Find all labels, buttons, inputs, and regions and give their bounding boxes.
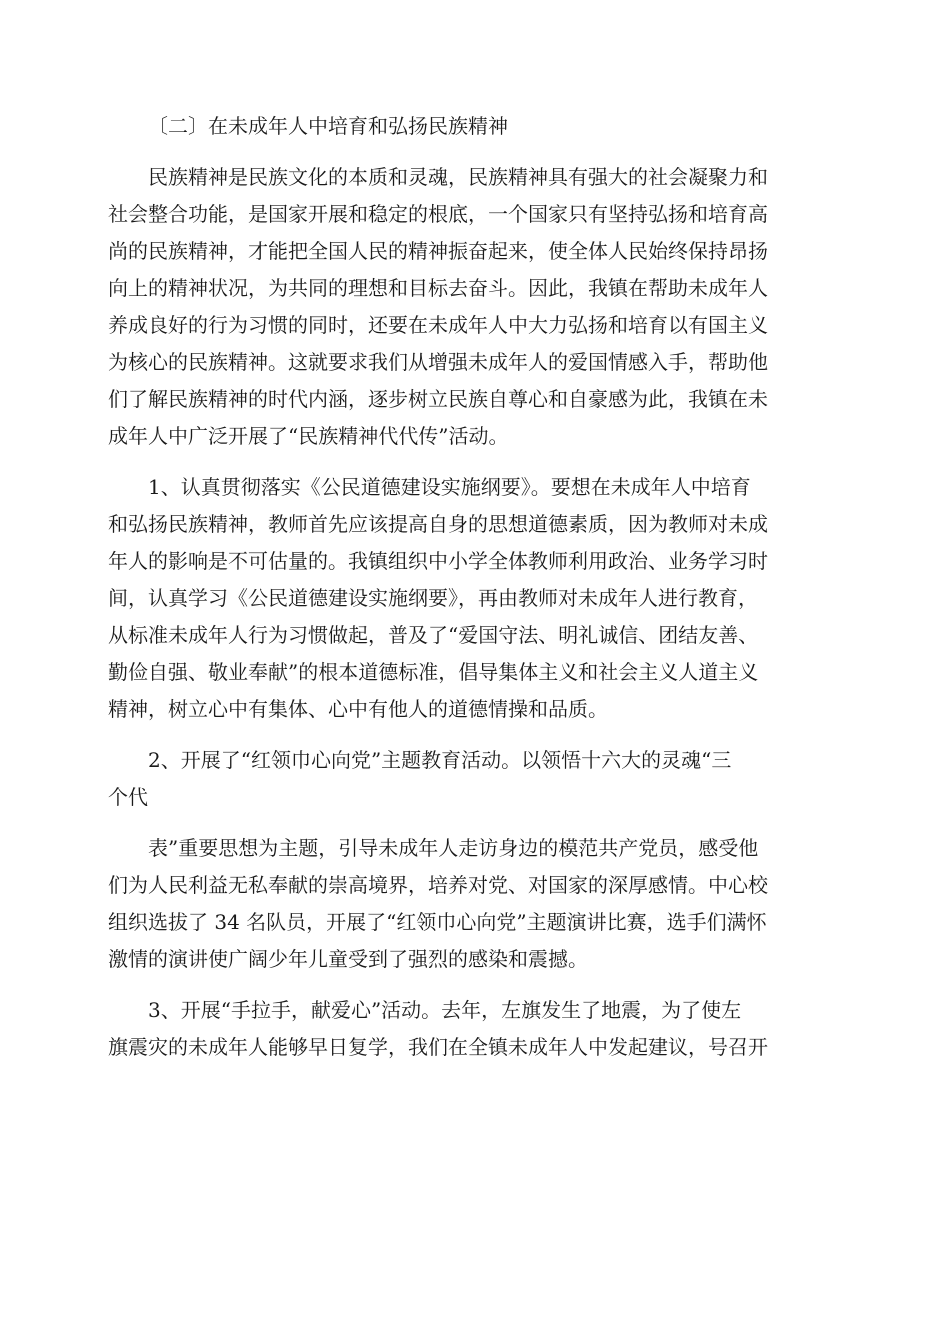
paragraph-line: 精神，树立心中有集体、心中有他人的道德情操和品质。 <box>108 697 608 721</box>
paragraph <box>108 992 848 1066</box>
paragraph-line: 们了解民族精神的时代内涵，逐步树立民族自尊心和自豪感为此，我镇在未 <box>108 387 768 411</box>
paragraph-line: 间，认真学习《公民道德建设实施纲要》，再由教师对未成年人进行教育， <box>108 586 758 610</box>
document-page <box>108 108 848 1080</box>
paragraph-line: 旗震灾的未成年人能够早日复学，我们在全镇未成年人中发起建议，号召开 <box>108 1035 768 1059</box>
paragraph-line: 和弘扬民族精神，教师首先应该提高自身的思想道德素质，因为教师对未成 <box>108 512 768 536</box>
paragraph-line: 表”重要思想为主题，引导未成年人走访身边的模范共产党员，感受他 <box>148 836 759 860</box>
paragraph-line: 1、认真贯彻落实《公民道德建设实施纲要》。要想在未成年人中培育 <box>148 475 751 499</box>
paragraph-line: 激情的演讲使广阔少年儿童受到了强烈的感染和震撼。 <box>108 947 588 971</box>
paragraph-line: 成年人中广泛开展了“民族精神代代传”活动。 <box>108 424 509 448</box>
paragraph <box>108 830 848 978</box>
paragraph-line: 个代 <box>108 785 148 809</box>
paragraph <box>108 742 848 816</box>
paragraph-line: 年人的影响是不可估量的。我镇组织中小学全体教师利用政治、业务学习时 <box>108 549 768 573</box>
paragraph-line: 从标准未成年人行为习惯做起，普及了“爱国守法、明礼诚信、团结友善、 <box>108 623 759 647</box>
section-heading: 〔二〕在未成年人中培育和弘扬民族精神 <box>148 114 508 138</box>
paragraph-line: 尚的民族精神，才能把全国人民的精神振奋起来，使全体人民始终保持昂扬 <box>108 239 768 263</box>
paragraph-line: 3、开展“手拉手，献爱心”活动。去年，左旗发生了地震，为了使左 <box>148 998 742 1022</box>
paragraph-line: 社会整合功能，是国家开展和稳定的根底，一个国家只有坚持弘扬和培育高 <box>108 202 768 226</box>
paragraph-line: 向上的精神状况，为共同的理想和目标去奋斗。因此，我镇在帮助未成年人 <box>108 276 768 300</box>
paragraph-line: 组织选拔了 34 名队员，开展了“红领巾心向党”主题演讲比赛，选手们满怀 <box>108 910 767 934</box>
paragraph-line: 为核心的民族精神。这就要求我们从增强未成年人的爱国情感入手，帮助他 <box>108 350 768 374</box>
paragraph-line: 2、开展了“红领巾心向党”主题教育活动。以领悟十六大的灵魂“三 <box>148 748 732 772</box>
paragraph <box>108 469 848 728</box>
paragraph-line: 们为人民利益无私奉献的崇高境界，培养对党、对国家的深厚感情。中心校 <box>108 873 768 897</box>
paragraph-line: 勤俭自强、敬业奉献”的根本道德标准，倡导集体主义和社会主义人道主义 <box>108 660 759 684</box>
paragraph-list <box>108 159 848 1066</box>
paragraph <box>108 159 848 455</box>
paragraph-line: 民族精神是民族文化的本质和灵魂，民族精神具有强大的社会凝聚力和 <box>148 165 768 189</box>
paragraph-line: 养成良好的行为习惯的同时，还要在未成年人中大力弘扬和培育以有国主义 <box>108 313 768 337</box>
